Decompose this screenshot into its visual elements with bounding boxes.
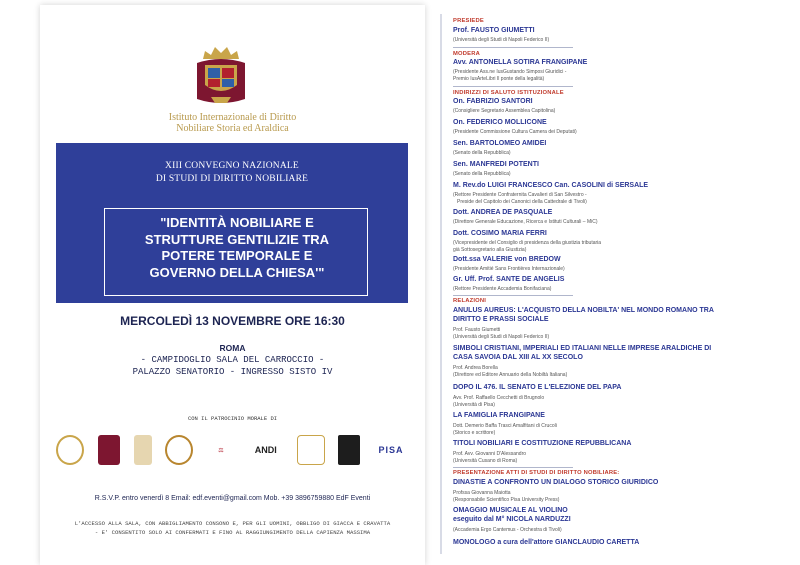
greeting-speaker-name: Sen. BARTOLOMEO AMIDEI <box>453 140 547 147</box>
section-saluti: INDIRIZZI DI SALUTO ISTITUZIONALE <box>453 90 564 96</box>
talk-speaker: Prof. Avv. Giovanni D'Alessandro <box>453 451 527 457</box>
patron-medal-logo <box>165 435 193 465</box>
moderator-name: Avv. ANTONELLA SOTIRA FRANGIPANE <box>453 59 588 66</box>
talk-speaker: Prof. Andrea Borella <box>453 365 498 371</box>
greeting-speaker-role: (Presidente Commissione Cultura Camera dei Deputati) <box>453 129 577 135</box>
event-date: MERCOLEDÌ 13 NOVEMBRE ORE 16:30 <box>120 314 345 328</box>
institute-name-line2: Nobiliare Storia ed Araldica <box>176 123 289 134</box>
title-banner <box>56 143 408 303</box>
talk-speaker: Dott. Demerio Baffa Trasci Amalfitani di Crucoli <box>453 423 557 429</box>
patron-seal-logo <box>56 435 84 465</box>
patron-crest-logo <box>297 435 325 465</box>
talk-title-cont: CASA SAVOIA DAL XIII AL XX SECOLO <box>453 354 583 361</box>
greeting-speaker-name: M. Rev.do LUIGI FRANCESCO Can. CASOLINI di SERSALE <box>453 182 649 189</box>
andi-logo: ANDI <box>254 445 277 455</box>
greeting-speaker-role: già Sottosegretario alla Giustizia) <box>453 247 527 253</box>
event-theme-quote: "IDENTITÀ NOBILIARE E STRUTTURE GENTILIZIE TRA POTERE TEMPORALE E GOVERNO DELLA CHIESA'" <box>144 215 330 280</box>
convention-subtitle: DI STUDI DI DIRITTO NOBILIARE <box>155 174 309 184</box>
greeting-speaker-role: (Rettore Presidente Confraternita Cavalieri di San Silvestro - <box>453 192 587 198</box>
talk-title: TITOLI NOBILIARI E COSTITUZIONE REPUBBLICANA <box>453 440 632 447</box>
patron-scales-logo: ⚖ <box>218 447 224 454</box>
talk-title-cont: DIRITTO E PRASSI SOCIALE <box>453 316 549 323</box>
institute-name-line1: Istituto Internazionale di Diritto <box>168 112 297 123</box>
access-note-line2: - E' CONSENTITO SOLO AI CONFERMATI E FINO AL RAGGIUNGIMENTO DELLA CAPIENZA MASSIMA <box>94 529 371 536</box>
greeting-speaker-role: (Direttore Generale Educazione, Ricerca e Istituti Culturali – MiC) <box>453 219 598 225</box>
event-city: ROMA <box>219 343 246 353</box>
greeting-speaker-role: Preside del Capitolo dei Canonici della Cattedrale di Tivoli) <box>457 199 587 205</box>
patronage-label: CON IL PATROCINIO MORALE DI <box>187 415 278 422</box>
section-modera: MODERA <box>453 51 480 57</box>
talk-speaker: Avv. Prof. Raffaello Cecchetti di Brugnolo <box>453 395 545 401</box>
separator <box>453 467 573 468</box>
greeting-speaker-name: Dott.ssa VALERIE von BREDOW <box>453 256 561 263</box>
monologue-line: MONOLOGO a cura dell'attore GIANCLAUDIO CARETTA <box>453 539 640 546</box>
patron-logos <box>56 433 408 467</box>
greeting-speaker-role: (Rettore Presidente Accademia Bonifaciana) <box>453 286 552 292</box>
talk-affiliation: (Università di Pisa) <box>453 402 495 408</box>
section-presentazione: PRESENTAZIONE ATTI DI STUDI DI DIRITTO NOBILIARE: <box>453 470 620 476</box>
page-divider <box>440 14 442 554</box>
talk-title: SIMBOLI CRISTIANI, IMPERIALI ED ITALIANI NELLE IMPRESE ARALDICHE DI <box>453 345 712 352</box>
patron-dark-logo <box>338 435 360 465</box>
presentation-title: DINASTIE A CONFRONTO UN DIALOGO STORICO GIURIDICO <box>453 479 659 486</box>
talk-title: DOPO IL 476. IL SENATO E L'ELEZIONE DEL PAPA <box>453 384 622 391</box>
talk-title: ANULUS AUREUS: L'ACQUISTO DELLA NOBILTA' NEL MONDO ROMANO TRA <box>453 307 714 314</box>
talk-affiliation: (Università degli Studi di Napoli Federico II) <box>453 334 550 340</box>
heraldic-crest-logo <box>191 41 251 107</box>
greeting-speaker-role: (Senato della Repubblica) <box>453 171 511 177</box>
greeting-speaker-role: (Senato della Repubblica) <box>453 150 511 156</box>
presentation-speaker: Profssa Giovanna Maiotta <box>453 490 511 496</box>
talk-affiliation: (Storico e scrittore) <box>453 430 496 436</box>
quote-frame <box>104 208 368 296</box>
greeting-speaker-name: On. FEDERICO MOLLICONE <box>453 119 547 126</box>
president-role: (Università degli Studi di Napoli Federico II) <box>453 37 550 43</box>
separator <box>453 295 573 296</box>
talk-speaker: Prof. Fausto Giumetti <box>453 327 501 333</box>
greeting-speaker-role: (Presidente Amitié Sans Frontières Internazionale) <box>453 266 565 272</box>
rsvp-line: R.S.V.P. entro venerdì 8 Email: edf.eventi@gmail.com Mob. +39 3896759880 EdF Eventi <box>94 495 371 502</box>
invitation-front <box>40 5 425 565</box>
greeting-speaker-name: Sen. MANFREDI POTENTI <box>453 161 539 168</box>
access-note-line1: L'ACCESSO ALLA SALA, CON ABBIGLIAMENTO CONSONO E, PER GLI UOMINI, OBBLIGO DI GIACCA E CRAVATTA <box>74 520 391 527</box>
talk-title: LA FAMIGLIA FRANGIPANE <box>453 412 545 419</box>
greeting-speaker-name: Dott. ANDREA DE PASQUALE <box>453 209 553 216</box>
music-tribute-title: OMAGGIO MUSICALE AL VIOLINO <box>453 507 568 514</box>
president-name: Prof. FAUSTO GIUMETTI <box>453 27 535 34</box>
venue-line2: PALAZZO SENATORIO - INGRESSO SISTO IV <box>132 367 333 377</box>
music-tribute-affiliation: (Accademia Ergo Cantemus - Orchestra di Tivoli) <box>453 527 562 533</box>
pisa-press-logo: PISA <box>378 445 404 455</box>
greeting-speaker-name: On. FABRIZIO SANTORI <box>453 98 533 105</box>
section-relazioni: RELAZIONI <box>453 298 487 304</box>
greeting-speaker-name: Gr. Uff. Prof. SANTE DE ANGELIS <box>453 276 565 283</box>
talk-affiliation: (Università Cusano di Roma) <box>453 458 518 464</box>
section-presiede: PRESIEDE <box>453 18 484 24</box>
venue-line1: - CAMPIDOGLIO SALA DEL CARROCCIO - <box>140 355 325 365</box>
patron-emblem-logo <box>98 435 120 465</box>
presentation-affiliation: (Responsabile Scientifico Pisa University Press) <box>453 497 560 503</box>
greeting-speaker-name: Dott. COSIMO MARIA FERRI <box>453 230 547 237</box>
separator <box>453 86 573 87</box>
convention-title: XIII CONVEGNO NAZIONALE <box>165 161 299 171</box>
moderator-role-line2: Premio IusArteLibri Il ponte della legalità) <box>453 76 545 82</box>
patron-shield-logo <box>134 435 152 465</box>
separator <box>453 47 573 48</box>
greeting-speaker-role: (Consigliere Segretario Assemblea Capitolina) <box>453 108 556 114</box>
greeting-speaker-role: (Vicepresidente del Consiglio di presidenza della giustizia tributaria <box>453 240 602 246</box>
moderator-role-line1: (Presidente Ass.ne IusGustando Simposi Giuridici - <box>453 69 567 75</box>
music-tribute-performer: eseguito dal M° NICOLA NARDUZZI <box>453 516 571 523</box>
talk-affiliation: (Direttore ed Editore Annuario della Nobiltà Italiana) <box>453 372 568 378</box>
